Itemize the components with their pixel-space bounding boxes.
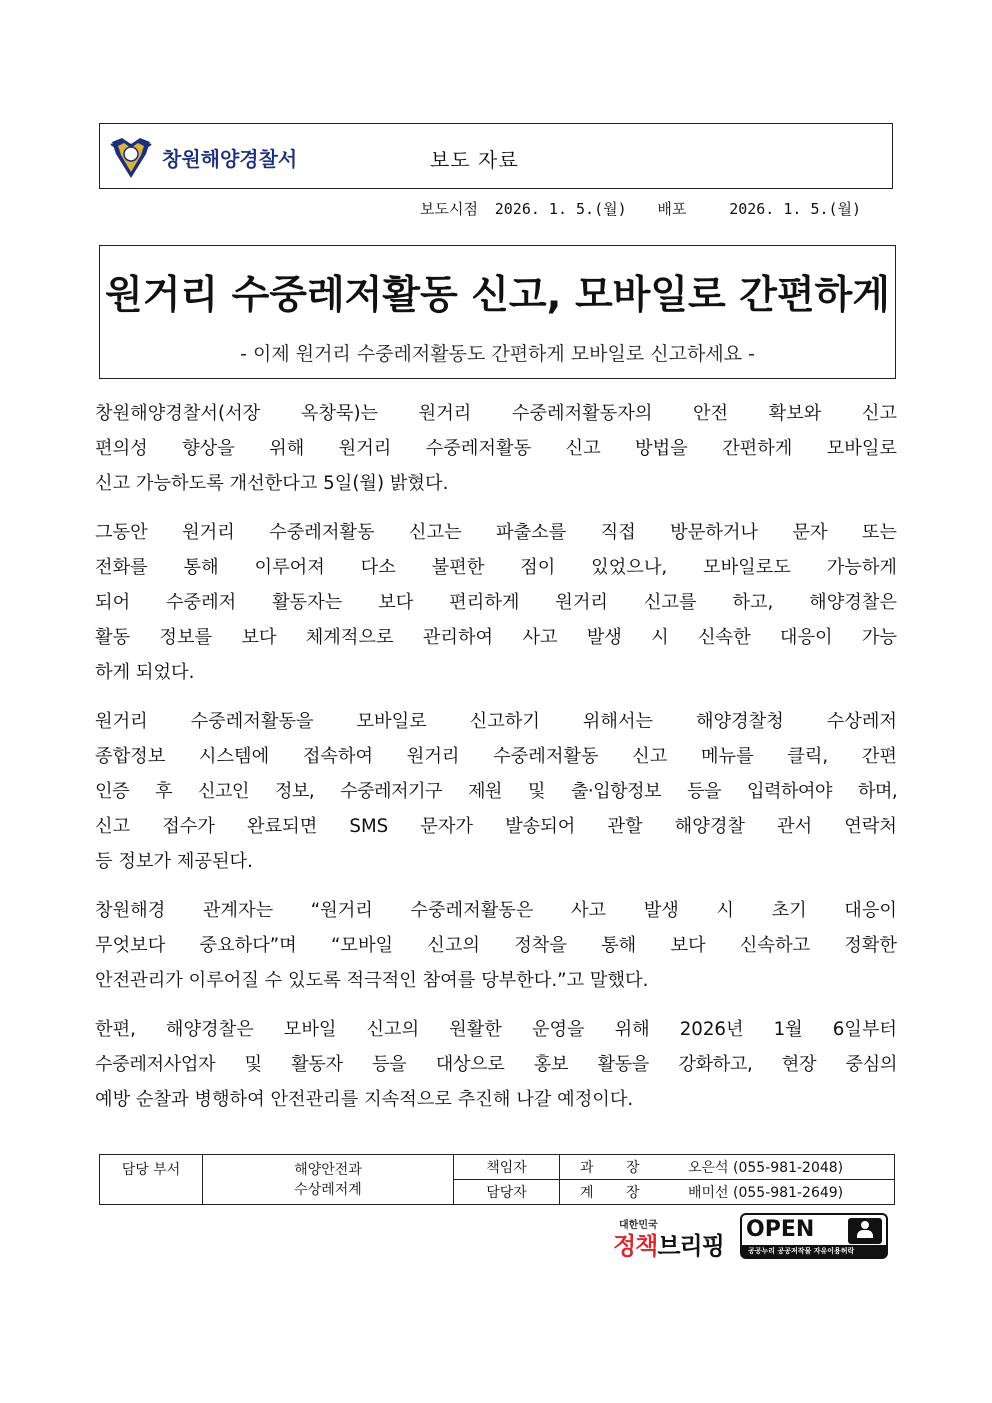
paragraph <box>95 893 897 998</box>
text-line: 활동 정보를 보다 체계적으로 관리하여 사고 발생 시 신속한 대응이 가능 <box>95 627 897 648</box>
text-line: 등 정보가 제공된다. <box>95 851 253 872</box>
briefing-wordmark: 정책브리핑 <box>613 1232 724 1260</box>
text-line: 예방 순찰과 병행하여 안전관리를 지속적으로 추진해 나갈 예정이다. <box>95 1089 634 1110</box>
text-line: 무엇보다 중요하다”며 “모바일 신고의 정착을 통해 보다 신속하고 정확한 <box>95 935 897 956</box>
text-line: 창원해경 관계자는 “원거리 수중레저활동은 사고 발생 시 초기 대응이 <box>95 900 897 921</box>
open-caption-bar <box>742 1245 886 1257</box>
text-line: 수중레저사업자 및 활동자 등을 대상으로 홍보 활동을 강화하고, 현장 중심의 <box>95 1054 897 1075</box>
contact-table <box>99 1154 895 1205</box>
policy-briefing-logo <box>613 1216 733 1260</box>
text-line: 편의성 향상을 위해 원거리 수중레저활동 신고 방법을 간편하게 모바일로 <box>95 438 897 459</box>
sub-title: - 이제 원거리 수중레저활동도 간편하게 모바일로 신고하세요 - <box>240 343 755 365</box>
text-line: 창원해양경찰서(서장 옥창묵)는 원거리 수중레저활동자의 안전 확보와 신고 <box>95 403 897 424</box>
text-line: 하게 되었다. <box>95 662 195 683</box>
person-cell <box>560 1155 895 1180</box>
dept-line: 해양안전과 <box>294 1161 362 1178</box>
text-line: 안전관리가 이루어질 수 있도록 적극적인 참여를 당부한다.”고 말했다. <box>95 970 649 991</box>
title-box <box>99 245 896 379</box>
text-line: 원거리 수중레저활동을 모바일로 신고하기 위해서는 해양경찰청 수상레저 <box>95 711 897 732</box>
text-line: 인증 후 신고인 정보, 수중레저기구 제원 및 출·입항정보 등을 입력하여야 하며, <box>95 781 897 802</box>
text-line: 신고 접수가 완료되면 SMS 문자가 발송되어 관할 해양경찰 관서 연락처 <box>95 816 897 837</box>
attribution-person-icon <box>848 1218 882 1244</box>
role-cell: 담당자 <box>454 1180 560 1205</box>
agency-header <box>99 123 893 189</box>
distribution-label: 배포 <box>657 200 687 218</box>
dept-name <box>203 1155 454 1205</box>
position-label: 과 장 <box>580 1160 654 1176</box>
person-contact: 배미선 (055-981-2649) <box>688 1185 844 1201</box>
table-row <box>100 1155 895 1180</box>
open-caption: 공공누리 공공저작물 자유이용허락 <box>748 1247 855 1255</box>
open-wordmark: OPEN <box>746 1217 815 1242</box>
paragraph <box>95 396 897 501</box>
role-cell: 책임자 <box>454 1155 560 1180</box>
dept-label: 담당 부서 <box>100 1155 203 1205</box>
kogl-open-logo <box>740 1213 888 1259</box>
agency-name: 창원해양경찰서 <box>162 147 298 171</box>
release-time-label: 보도시점 <box>420 200 478 218</box>
text-line: 되어 수중레저 활동자는 보다 편리하게 원거리 신고를 하고, 해양경찰은 <box>95 592 897 613</box>
text-line: 그동안 원거리 수중레저활동 신고는 파출소를 직접 방문하거나 문자 또는 <box>95 522 897 543</box>
text-line: 종합정보 시스템에 접속하여 원거리 수중레저활동 신고 메뉴를 클릭, 간편 <box>95 746 897 767</box>
dept-line: 수상레저계 <box>294 1181 362 1198</box>
document-type: 보도 자료 <box>430 148 519 172</box>
briefing-country-label: 대한민국 <box>619 1220 658 1231</box>
release-time-date: 2026. 1. 5.(월) <box>494 200 627 218</box>
paragraph <box>95 1012 897 1117</box>
person-contact: 오은석 (055-981-2048) <box>688 1160 844 1176</box>
text-line: 신고 가능하도록 개선한다고 5일(월) 밝혔다. <box>95 473 449 494</box>
text-line: 한편, 해양경찰은 모바일 신고의 원활한 운영을 위해 2026년 1월 6일부터 <box>95 1019 897 1040</box>
main-title: 원거리 수중레저활동 신고, 모바일로 간편하게 <box>105 273 890 318</box>
person-cell <box>560 1180 895 1205</box>
distribution-date: 2026. 1. 5.(월) <box>729 200 862 218</box>
paragraph <box>95 515 897 690</box>
release-dates <box>420 198 887 219</box>
coast-guard-emblem-icon <box>110 134 152 180</box>
text-line: 전화를 통해 이루어져 다소 불편한 점이 있었으나, 모바일로도 가능하게 <box>95 557 897 578</box>
paragraph <box>95 704 897 879</box>
position-label: 계 장 <box>580 1185 654 1201</box>
article-body <box>95 396 897 1131</box>
